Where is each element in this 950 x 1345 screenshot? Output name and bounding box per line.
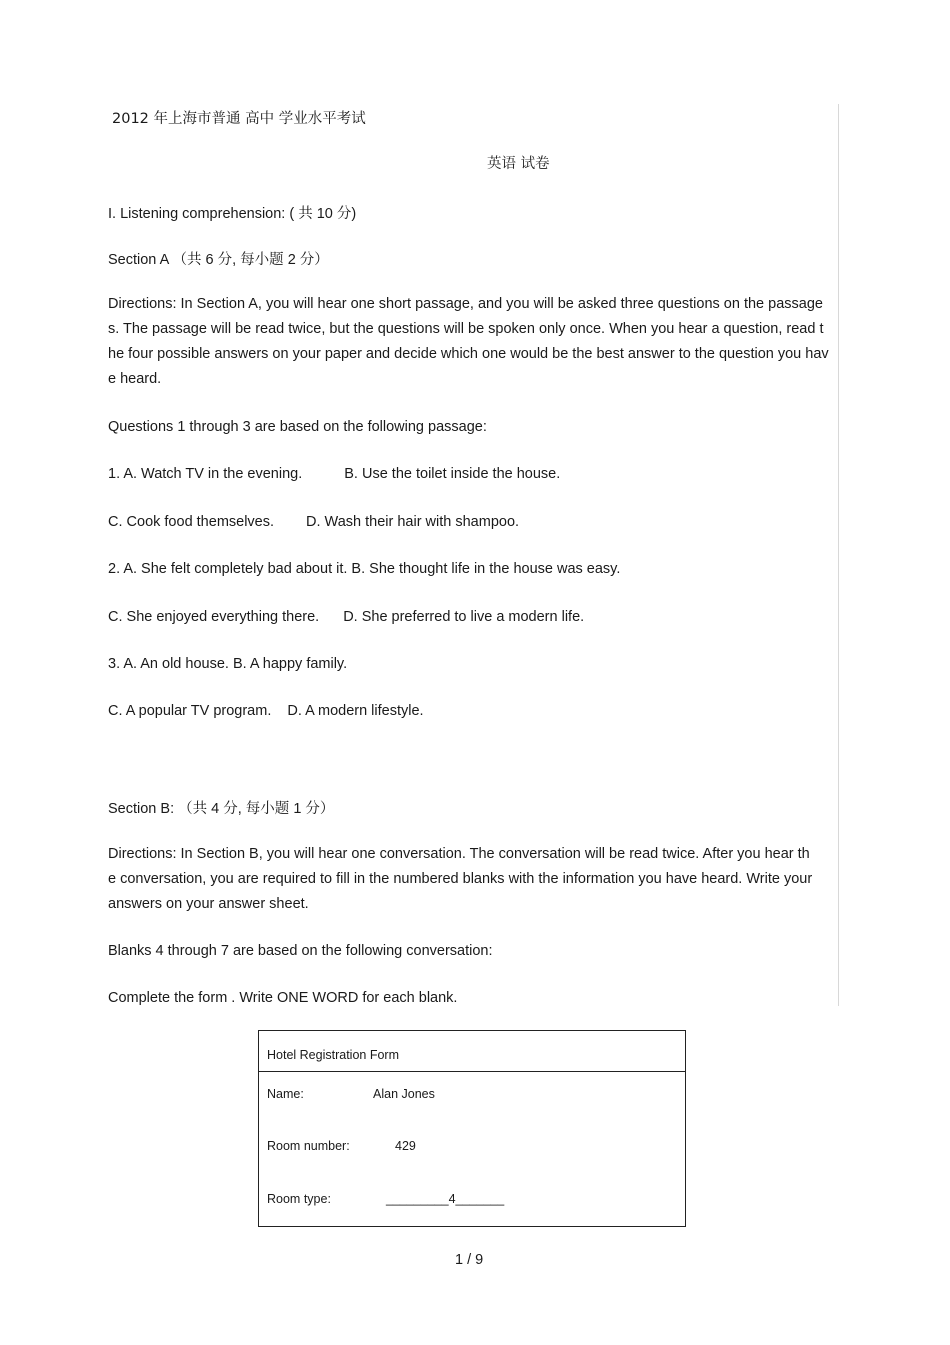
section-a-intro: Questions 1 through 3 are based on the following passage: — [108, 419, 487, 435]
room-number-value: 429 — [395, 1139, 416, 1153]
q2-options-ab: 2. A. She felt completely bad about it. B. She thought life in the house was easy. — [108, 561, 621, 577]
hotel-registration-form — [258, 1030, 686, 1227]
section-b-instruction: Complete the form . Write ONE WORD for each blank. — [108, 990, 458, 1006]
q1-option-a: 1. A. Watch TV in the evening. — [108, 466, 303, 482]
q1-option-d: D. Wash their hair with shampoo. — [306, 514, 520, 530]
section-a-heading: Section A （共 6 分, 每小题 2 分） — [108, 252, 329, 268]
name-label: Name: — [267, 1087, 304, 1101]
q2-option-c: C. She enjoyed everything there. — [108, 609, 320, 625]
question-1-row-1 — [108, 466, 560, 482]
q3-options-ab: 3. A. An old house. B. A happy family. — [108, 656, 348, 672]
exam-title: 2012 年上海市普通 高中 学业水平考试 — [112, 111, 366, 127]
q1-option-c: C. Cook food themselves. — [108, 514, 275, 530]
question-1-row-2 — [108, 514, 519, 530]
form-title: Hotel Registration Form — [259, 1031, 685, 1072]
question-2-row-2 — [108, 609, 584, 625]
part-heading: I. Listening comprehension: ( 共 10 分) — [108, 206, 357, 222]
room-type-blank: _________4_______ — [386, 1192, 505, 1206]
name-value: Alan Jones — [373, 1087, 435, 1101]
paper-subtitle: 英语 试卷 — [487, 156, 550, 172]
form-row-room-type — [267, 1192, 505, 1206]
section-a-directions: Directions: In Section A, you will hear one short passage, and you will be asked three questions on the passages. The passage will be read twice, but the questions will be spoken only once. When you hear a question, read the four possible answers on your paper and decide which one would be the best answer to the question you have heard. — [108, 296, 829, 387]
question-3-row-2 — [108, 703, 424, 719]
section-b-heading: Section B: （共 4 分, 每小题 1 分） — [108, 801, 335, 817]
q1-option-b: B. Use the toilet inside the house. — [344, 466, 561, 482]
form-row-room-number — [267, 1139, 416, 1153]
margin-rule — [838, 104, 839, 1006]
room-number-label: Room number: — [267, 1139, 350, 1153]
page-number: 1 / 9 — [455, 1252, 484, 1268]
q3-option-c: C. A popular TV program. — [108, 703, 272, 719]
form-row-name — [267, 1087, 435, 1101]
section-b-intro: Blanks 4 through 7 are based on the following conversation: — [108, 943, 493, 959]
room-type-label: Room type: — [267, 1192, 331, 1206]
q2-option-d: D. She preferred to live a modern life. — [343, 609, 585, 625]
q3-option-d: D. A modern lifestyle. — [287, 703, 424, 719]
section-b-directions: Directions: In Section B, you will hear one conversation. The conversation will be read twice. After you hear the conversation, you are required to fill in the numbered blanks with the information you have heard. Write your answers on your answer sheet. — [108, 846, 813, 912]
